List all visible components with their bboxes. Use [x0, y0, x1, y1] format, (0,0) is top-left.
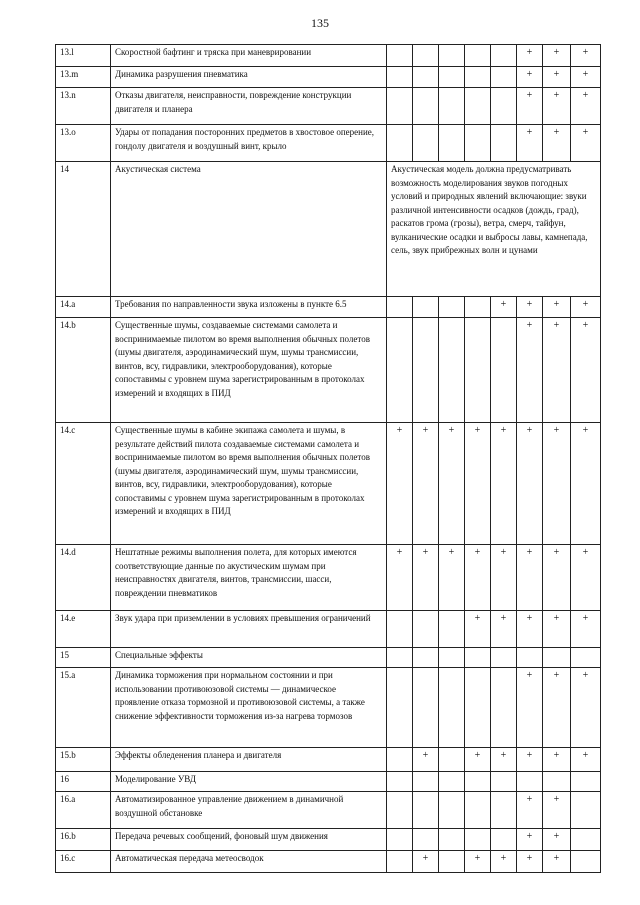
mark-cell [413, 125, 439, 162]
row-description: Эффекты обледенения планера и двигателя [111, 748, 387, 772]
row-code: 16.b [56, 829, 111, 851]
mark-cell: + [465, 611, 491, 648]
row-code: 13.m [56, 67, 111, 88]
mark-cell [387, 611, 413, 648]
mark-cell [465, 88, 491, 125]
row-code: 14.a [56, 297, 111, 318]
mark-cell: + [491, 748, 517, 772]
mark-cell [439, 125, 465, 162]
row-code: 14.c [56, 423, 111, 545]
mark-cell: + [517, 545, 543, 611]
mark-cell: + [465, 851, 491, 873]
row-description: Удары от попадания посторонних предметов в хвостовое оперение, гондолу двигателя и воздушный винт, крыло [111, 125, 387, 162]
mark-cell [387, 125, 413, 162]
mark-cell [517, 772, 543, 792]
mark-cell: + [387, 423, 413, 545]
mark-cell: + [465, 545, 491, 611]
row-code: 13.n [56, 88, 111, 125]
mark-cell: + [517, 423, 543, 545]
mark-cell: + [543, 851, 571, 873]
mark-cell [387, 297, 413, 318]
mark-cell [491, 792, 517, 829]
mark-cell [571, 829, 601, 851]
mark-cell [439, 88, 465, 125]
mark-cell: + [517, 297, 543, 318]
mark-cell [465, 67, 491, 88]
mark-cell [439, 748, 465, 772]
table-row [56, 45, 601, 67]
mark-cell [439, 297, 465, 318]
row-code: 16.c [56, 851, 111, 873]
table-row [56, 648, 601, 668]
table-row [56, 851, 601, 873]
mark-cell [387, 829, 413, 851]
mark-cell: + [571, 318, 601, 423]
mark-cell: + [413, 545, 439, 611]
mark-cell: + [517, 851, 543, 873]
mark-cell: + [571, 88, 601, 125]
mark-cell: + [517, 611, 543, 648]
mark-cell [439, 648, 465, 668]
row-code: 15.a [56, 668, 111, 748]
mark-cell: + [517, 67, 543, 88]
mark-cell: + [517, 792, 543, 829]
mark-cell: + [413, 423, 439, 545]
mark-cell: + [543, 67, 571, 88]
mark-cell: + [571, 748, 601, 772]
row-code: 13.l [56, 45, 111, 67]
mark-cell [465, 792, 491, 829]
row-code: 16 [56, 772, 111, 792]
mark-cell [387, 45, 413, 67]
table-row [56, 792, 601, 829]
mark-cell: + [543, 318, 571, 423]
mark-cell [413, 88, 439, 125]
mark-cell [439, 45, 465, 67]
mark-cell [439, 772, 465, 792]
row-code: 14 [56, 162, 111, 297]
mark-cell [439, 318, 465, 423]
table-row [56, 88, 601, 125]
mark-cell [413, 668, 439, 748]
mark-cell [571, 851, 601, 873]
requirements-table [55, 44, 601, 873]
mark-cell [439, 792, 465, 829]
mark-cell [387, 792, 413, 829]
mark-cell [387, 648, 413, 668]
mark-cell [571, 648, 601, 668]
row-description: Моделирование УВД [111, 772, 387, 792]
mark-cell [491, 67, 517, 88]
mark-cell [413, 792, 439, 829]
mark-cell: + [543, 88, 571, 125]
mark-cell [387, 318, 413, 423]
mark-cell [413, 67, 439, 88]
mark-cell: + [491, 423, 517, 545]
row-code: 15 [56, 648, 111, 668]
table-row [56, 125, 601, 162]
table-row [56, 611, 601, 648]
row-code: 13.o [56, 125, 111, 162]
mark-cell [465, 648, 491, 668]
mark-cell [543, 648, 571, 668]
mark-cell [465, 297, 491, 318]
row-description: Автоматизированное управление движением в динамичной воздушной обстановке [111, 792, 387, 829]
row-code: 14.d [56, 545, 111, 611]
mark-cell [387, 668, 413, 748]
mark-cell: + [543, 792, 571, 829]
table-row [56, 67, 601, 88]
mark-cell [439, 611, 465, 648]
mark-cell [465, 125, 491, 162]
table-row [56, 748, 601, 772]
page-number: 135 [311, 16, 329, 30]
mark-cell [465, 772, 491, 792]
acoustic-note: Акустическая модель должна предусматривать возможность моделирования звуков погодных условий и природных явлений включающие: звуки различной интенсивности осадков (дождь, град), раскатов грома (грозы), ветра, смерч, тайфун, вулканические осадки и выбросы лавы, камнепада, сель, звук прибрежных волн и цунами [387, 162, 601, 297]
mark-cell: + [465, 423, 491, 545]
row-description: Скоростной бафтинг и тряска при маневрировании [111, 45, 387, 67]
mark-cell: + [543, 611, 571, 648]
mark-cell: + [517, 668, 543, 748]
mark-cell [439, 668, 465, 748]
mark-cell [465, 45, 491, 67]
row-description: Существенные шумы, создаваемые системами самолета и воспринимаемые пилотом во время выполнения обычных полетов (шумы двигателя, аэродинамический шум, шумы трансмиссии, винтов, всу, гидравлики, электрооборудования), которые сопоставимы с уровнем шума зарегистрированным в протоколах измерений и входящих в ПИД [111, 318, 387, 423]
mark-cell: + [543, 748, 571, 772]
mark-cell: + [491, 611, 517, 648]
mark-cell [387, 772, 413, 792]
mark-cell [439, 829, 465, 851]
mark-cell [465, 318, 491, 423]
row-description: Требования по направленности звука изложены в пункте 6.5 [111, 297, 387, 318]
mark-cell [465, 668, 491, 748]
mark-cell: + [571, 125, 601, 162]
table-row [56, 423, 601, 545]
mark-cell [413, 611, 439, 648]
mark-cell: + [439, 423, 465, 545]
row-description: Нештатные режимы выполнения полета, для которых имеются соответствующие данные по акустическим шумам при неисправностях двигателя, винтов, трансмиссии, шасси, повреждении пневматиков [111, 545, 387, 611]
mark-cell [571, 792, 601, 829]
row-code: 14.e [56, 611, 111, 648]
mark-cell: + [491, 851, 517, 873]
mark-cell: + [571, 668, 601, 748]
mark-cell [413, 318, 439, 423]
row-description: Специальные эффекты [111, 648, 387, 668]
row-description: Звук удара при приземлении в условиях превышения ограничений [111, 611, 387, 648]
mark-cell: + [571, 611, 601, 648]
mark-cell [491, 668, 517, 748]
mark-cell [413, 772, 439, 792]
row-description: Существенные шумы в кабине экипажа самолета и шумы, в результате действий пилота создаваемые системами самолета и воспринимаемые пилотом во время выполнения обычных полетов (шумы двигателя, аэродинамический шум, шумы трансмиссии, винтов, всу, гидравлики, электрооборудования), которые сопоставимы с уровнем шума зарегистрированным в протоколах измерений и входящих в ПИД [111, 423, 387, 545]
mark-cell: + [543, 45, 571, 67]
mark-cell [413, 648, 439, 668]
mark-cell: + [413, 851, 439, 873]
row-description: Передача речевых сообщений, фоновый шум движения [111, 829, 387, 851]
mark-cell: + [517, 318, 543, 423]
mark-cell: + [571, 545, 601, 611]
mark-cell [387, 851, 413, 873]
mark-cell [439, 851, 465, 873]
mark-cell [491, 648, 517, 668]
mark-cell [491, 45, 517, 67]
mark-cell [413, 297, 439, 318]
mark-cell: + [517, 88, 543, 125]
mark-cell: + [543, 423, 571, 545]
mark-cell [571, 772, 601, 792]
mark-cell [491, 125, 517, 162]
mark-cell: + [465, 748, 491, 772]
mark-cell [465, 829, 491, 851]
mark-cell: + [571, 297, 601, 318]
row-code: 16.a [56, 792, 111, 829]
mark-cell: + [571, 45, 601, 67]
mark-cell [413, 45, 439, 67]
mark-cell: + [439, 545, 465, 611]
table-row [56, 162, 601, 297]
mark-cell: + [491, 297, 517, 318]
mark-cell: + [491, 545, 517, 611]
table-row [56, 318, 601, 423]
row-code: 14.b [56, 318, 111, 423]
table-row [56, 772, 601, 792]
mark-cell: + [517, 748, 543, 772]
mark-cell: + [387, 545, 413, 611]
mark-cell: + [543, 545, 571, 611]
mark-cell [517, 648, 543, 668]
mark-cell: + [571, 423, 601, 545]
mark-cell: + [543, 668, 571, 748]
row-description: Автоматическая передача метеосводок [111, 851, 387, 873]
mark-cell [387, 748, 413, 772]
mark-cell [387, 67, 413, 88]
row-code: 15.b [56, 748, 111, 772]
mark-cell [491, 829, 517, 851]
mark-cell [387, 88, 413, 125]
mark-cell: + [413, 748, 439, 772]
row-description: Отказы двигателя, неисправности, повреждение конструкции двигателя и планера [111, 88, 387, 125]
row-description: Динамика разрушения пневматика [111, 67, 387, 88]
mark-cell: + [543, 829, 571, 851]
table-row [56, 297, 601, 318]
mark-cell [491, 772, 517, 792]
mark-cell: + [543, 297, 571, 318]
mark-cell [413, 829, 439, 851]
mark-cell: + [571, 67, 601, 88]
mark-cell [491, 318, 517, 423]
table-row [56, 545, 601, 611]
row-description: Динамика торможения при нормальном состоянии и при использовании противоюзовой системы — динамическое проявление отказа тормозной и противоюзовой системы, а также снижение эффективности торможения из-за нагрева тормозов [111, 668, 387, 748]
mark-cell [439, 67, 465, 88]
mark-cell: + [517, 829, 543, 851]
row-description: Акустическая система [111, 162, 387, 297]
table-row [56, 668, 601, 748]
mark-cell: + [517, 45, 543, 67]
mark-cell: + [517, 125, 543, 162]
mark-cell [543, 772, 571, 792]
mark-cell: + [543, 125, 571, 162]
mark-cell [491, 88, 517, 125]
table-row [56, 829, 601, 851]
